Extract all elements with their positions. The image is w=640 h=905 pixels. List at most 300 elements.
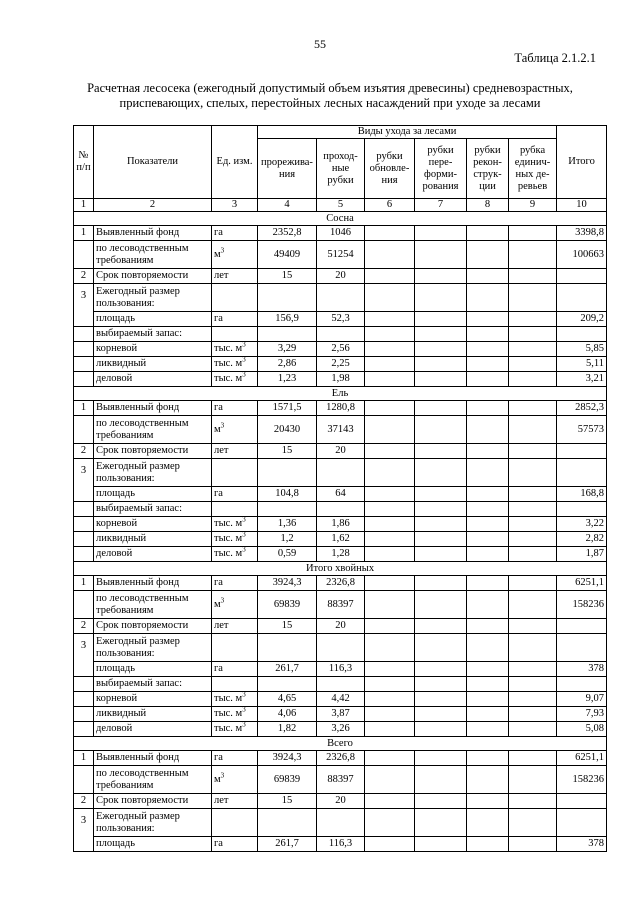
value-col-4: 69839 (258, 766, 317, 794)
column-numbers-row (74, 199, 607, 212)
value-col-9 (509, 751, 557, 766)
value-col-4: 69839 (258, 591, 317, 619)
value-col-5: 1280,8 (317, 401, 365, 416)
row-number (74, 327, 94, 342)
value-col-6 (365, 677, 415, 692)
value-col-8 (467, 809, 509, 837)
value-col-6 (365, 284, 415, 312)
row-unit (212, 241, 258, 269)
table-row (74, 547, 607, 562)
value-total: 209,2 (557, 312, 607, 327)
row-unit (212, 284, 258, 312)
value-col-9 (509, 692, 557, 707)
value-col-7 (415, 357, 467, 372)
value-col-8 (467, 837, 509, 852)
value-total (557, 634, 607, 662)
column-number: 5 (317, 199, 365, 212)
value-col-8 (467, 547, 509, 562)
table-row (74, 284, 607, 312)
value-col-4: 1,82 (258, 722, 317, 737)
value-col-6 (365, 837, 415, 852)
header-indicators: Показатели (94, 126, 212, 199)
value-total (557, 444, 607, 459)
row-number (74, 502, 94, 517)
row-label: ликвидный (94, 532, 212, 547)
value-total: 378 (557, 837, 607, 852)
value-col-5: 1,98 (317, 372, 365, 387)
row-number (74, 766, 94, 794)
row-label: по лесоводственным требованиям (94, 241, 212, 269)
value-col-8 (467, 357, 509, 372)
row-label: деловой (94, 722, 212, 737)
row-number: 1 (74, 751, 94, 766)
value-col-4: 1571,5 (258, 401, 317, 416)
value-col-6 (365, 722, 415, 737)
value-col-8 (467, 576, 509, 591)
page-number: 55 (314, 37, 326, 51)
value-col-5: 37143 (317, 416, 365, 444)
title-line-2: приспевающих, спелых, перестойных лесных насаждений при уходе за лесами (119, 96, 541, 110)
column-number: 7 (415, 199, 467, 212)
value-col-9 (509, 794, 557, 809)
table-row (74, 401, 607, 416)
row-label: площадь (94, 312, 212, 327)
value-col-5: 116,3 (317, 837, 365, 852)
value-col-9 (509, 444, 557, 459)
unit-superscript: 3 (242, 531, 246, 539)
table-row (74, 416, 607, 444)
header-total: Итого (557, 126, 607, 199)
unit-superscript: 3 (242, 691, 246, 699)
unit-superscript: 3 (242, 371, 246, 379)
value-col-5: 3,26 (317, 722, 365, 737)
value-col-7 (415, 809, 467, 837)
value-col-7 (415, 619, 467, 634)
value-col-5: 2326,8 (317, 576, 365, 591)
table-row (74, 241, 607, 269)
row-number (74, 677, 94, 692)
value-total: 3,21 (557, 372, 607, 387)
value-col-6 (365, 591, 415, 619)
value-col-4: 3924,3 (258, 751, 317, 766)
row-number (74, 547, 94, 562)
value-col-4: 2,86 (258, 357, 317, 372)
value-col-7 (415, 327, 467, 342)
row-label: по лесоводственным требованиям (94, 416, 212, 444)
row-unit (212, 327, 258, 342)
unit-superscript: 3 (242, 706, 246, 714)
value-col-6 (365, 576, 415, 591)
unit-superscript: 3 (220, 421, 225, 429)
section-row (74, 212, 607, 226)
unit-text: тыс. м (214, 708, 243, 719)
column-number: 4 (258, 199, 317, 212)
value-col-4 (258, 634, 317, 662)
unit-text: лет (214, 270, 229, 281)
table-row (74, 372, 607, 387)
value-col-7 (415, 634, 467, 662)
unit-superscript: 3 (220, 246, 225, 254)
value-col-8 (467, 459, 509, 487)
value-col-7 (415, 226, 467, 241)
row-number (74, 591, 94, 619)
value-col-8 (467, 284, 509, 312)
value-col-8 (467, 722, 509, 737)
value-col-6 (365, 502, 415, 517)
unit-text: тыс. м (214, 723, 243, 734)
row-label: ликвидный (94, 707, 212, 722)
unit-text: тыс. м (214, 693, 243, 704)
value-total: 168,8 (557, 487, 607, 502)
value-col-7 (415, 794, 467, 809)
row-label: Выявленный фонд (94, 226, 212, 241)
value-total: 6251,1 (557, 576, 607, 591)
value-col-8 (467, 487, 509, 502)
row-number: 3 (74, 459, 94, 502)
unit-text: тыс. м (214, 533, 243, 544)
unit-text: га (214, 663, 223, 674)
value-col-4: 2352,8 (258, 226, 317, 241)
row-label: площадь (94, 837, 212, 852)
table-row (74, 662, 607, 677)
value-total: 6251,1 (557, 751, 607, 766)
value-col-4: 3924,3 (258, 576, 317, 591)
column-number: 9 (509, 199, 557, 212)
value-col-7 (415, 677, 467, 692)
value-total (557, 269, 607, 284)
value-col-9 (509, 327, 557, 342)
value-col-6 (365, 766, 415, 794)
row-unit (212, 662, 258, 677)
row-number: 3 (74, 809, 94, 852)
value-col-7 (415, 459, 467, 487)
header-col-8: рубки рекон-струк-ции (467, 139, 509, 199)
value-col-6 (365, 692, 415, 707)
value-col-9 (509, 312, 557, 327)
table-row (74, 794, 607, 809)
unit-text: га (214, 402, 223, 413)
unit-text: лет (214, 795, 229, 806)
value-col-8 (467, 502, 509, 517)
value-col-8 (467, 416, 509, 444)
value-col-9 (509, 766, 557, 794)
table-row (74, 517, 607, 532)
value-col-6 (365, 662, 415, 677)
value-col-6 (365, 794, 415, 809)
value-total: 378 (557, 662, 607, 677)
header-num: № п/п (74, 126, 94, 199)
value-col-7 (415, 692, 467, 707)
unit-text: га (214, 227, 223, 238)
row-label: выбираемый запас: (94, 327, 212, 342)
value-col-5: 3,87 (317, 707, 365, 722)
table-row (74, 692, 607, 707)
row-unit (212, 576, 258, 591)
value-col-8 (467, 591, 509, 619)
row-number: 2 (74, 269, 94, 284)
value-col-4: 15 (258, 269, 317, 284)
unit-superscript: 3 (242, 341, 246, 349)
row-unit (212, 751, 258, 766)
value-col-6 (365, 327, 415, 342)
row-unit (212, 547, 258, 562)
row-label: площадь (94, 487, 212, 502)
table-body (74, 212, 607, 852)
value-col-6 (365, 342, 415, 357)
table-row (74, 502, 607, 517)
page-title (60, 81, 600, 111)
table-row (74, 707, 607, 722)
row-unit (212, 722, 258, 737)
row-number (74, 342, 94, 357)
value-col-5: 20 (317, 619, 365, 634)
value-col-7 (415, 591, 467, 619)
row-label: Ежегодный размер пользования: (94, 634, 212, 662)
value-col-8 (467, 662, 509, 677)
value-total: 2852,3 (557, 401, 607, 416)
value-col-4: 261,7 (258, 662, 317, 677)
value-col-5: 4,42 (317, 692, 365, 707)
value-col-5 (317, 634, 365, 662)
value-total (557, 794, 607, 809)
value-col-7 (415, 416, 467, 444)
forest-harvest-table (73, 125, 607, 852)
row-number (74, 416, 94, 444)
value-col-4: 104,8 (258, 487, 317, 502)
value-total: 158236 (557, 766, 607, 794)
value-col-5: 20 (317, 269, 365, 284)
table-row (74, 837, 607, 852)
value-col-7 (415, 751, 467, 766)
value-col-8 (467, 401, 509, 416)
row-unit (212, 357, 258, 372)
value-col-6 (365, 547, 415, 562)
value-col-8 (467, 766, 509, 794)
table-row (74, 722, 607, 737)
value-col-5: 20 (317, 794, 365, 809)
value-col-7 (415, 444, 467, 459)
value-col-6 (365, 619, 415, 634)
row-label: Выявленный фонд (94, 576, 212, 591)
value-col-5: 1,62 (317, 532, 365, 547)
unit-superscript: 3 (220, 596, 225, 604)
row-unit (212, 401, 258, 416)
column-number: 10 (557, 199, 607, 212)
value-col-4 (258, 809, 317, 837)
table-row (74, 269, 607, 284)
value-col-4: 1,36 (258, 517, 317, 532)
row-label: выбираемый запас: (94, 502, 212, 517)
section-title: Всего (74, 737, 607, 751)
value-col-6 (365, 487, 415, 502)
row-unit (212, 707, 258, 722)
unit-text: тыс. м (214, 548, 243, 559)
row-label: Ежегодный размер пользования: (94, 459, 212, 487)
table-row (74, 532, 607, 547)
value-col-5: 1,28 (317, 547, 365, 562)
table-row (74, 634, 607, 662)
value-col-8 (467, 517, 509, 532)
value-col-6 (365, 401, 415, 416)
value-col-4: 15 (258, 444, 317, 459)
value-col-8 (467, 312, 509, 327)
value-col-4: 156,9 (258, 312, 317, 327)
value-total (557, 809, 607, 837)
row-unit (212, 692, 258, 707)
section-title: Ель (74, 387, 607, 401)
section-title: Итого хвойных (74, 562, 607, 576)
value-col-4: 20430 (258, 416, 317, 444)
value-total: 57573 (557, 416, 607, 444)
row-unit (212, 226, 258, 241)
value-col-5 (317, 284, 365, 312)
row-label: Ежегодный размер пользования: (94, 809, 212, 837)
unit-text: м (214, 773, 221, 785)
value-col-6 (365, 809, 415, 837)
value-col-4: 15 (258, 619, 317, 634)
row-number (74, 532, 94, 547)
value-col-9 (509, 837, 557, 852)
row-label: корневой (94, 517, 212, 532)
row-label: деловой (94, 372, 212, 387)
value-col-6 (365, 416, 415, 444)
value-total: 3,22 (557, 517, 607, 532)
value-col-9 (509, 226, 557, 241)
value-col-5: 2,25 (317, 357, 365, 372)
row-unit (212, 677, 258, 692)
row-number (74, 357, 94, 372)
value-col-5 (317, 502, 365, 517)
unit-superscript: 3 (242, 356, 246, 364)
value-col-9 (509, 517, 557, 532)
value-col-7 (415, 372, 467, 387)
header-unit: Ед. изм. (212, 126, 258, 199)
row-label: Выявленный фонд (94, 751, 212, 766)
value-col-7 (415, 312, 467, 327)
value-col-4: 0,59 (258, 547, 317, 562)
row-label: корневой (94, 342, 212, 357)
unit-superscript: 3 (220, 771, 225, 779)
row-unit (212, 794, 258, 809)
unit-superscript: 3 (242, 516, 246, 524)
value-col-4: 4,65 (258, 692, 317, 707)
value-col-5 (317, 327, 365, 342)
section-row (74, 562, 607, 576)
column-number: 1 (74, 199, 94, 212)
value-col-7 (415, 662, 467, 677)
row-label: Срок повторяемости (94, 444, 212, 459)
unit-text: га (214, 577, 223, 588)
unit-text: м (214, 423, 221, 435)
value-col-9 (509, 532, 557, 547)
value-col-4: 1,23 (258, 372, 317, 387)
value-col-8 (467, 677, 509, 692)
value-col-9 (509, 269, 557, 284)
row-unit (212, 459, 258, 487)
value-col-5 (317, 809, 365, 837)
value-col-4 (258, 459, 317, 487)
row-label: выбираемый запас: (94, 677, 212, 692)
value-total: 158236 (557, 591, 607, 619)
row-unit (212, 766, 258, 794)
value-col-8 (467, 794, 509, 809)
value-col-7 (415, 502, 467, 517)
value-col-4 (258, 327, 317, 342)
value-col-5: 88397 (317, 591, 365, 619)
table-row (74, 459, 607, 487)
table-row (74, 357, 607, 372)
value-col-6 (365, 751, 415, 766)
table-row (74, 809, 607, 837)
value-col-7 (415, 766, 467, 794)
row-unit (212, 312, 258, 327)
unit-text: тыс. м (214, 373, 243, 384)
table-label: Таблица 2.1.2.1 (514, 51, 596, 65)
value-col-9 (509, 547, 557, 562)
value-col-5: 52,3 (317, 312, 365, 327)
value-col-5: 88397 (317, 766, 365, 794)
value-col-9 (509, 502, 557, 517)
value-col-6 (365, 241, 415, 269)
value-col-6 (365, 707, 415, 722)
value-col-6 (365, 226, 415, 241)
value-col-8 (467, 707, 509, 722)
value-col-9 (509, 591, 557, 619)
unit-text: га (214, 488, 223, 499)
column-number: 2 (94, 199, 212, 212)
value-col-9 (509, 416, 557, 444)
table-row (74, 591, 607, 619)
value-col-9 (509, 662, 557, 677)
table-row (74, 327, 607, 342)
value-col-8 (467, 619, 509, 634)
table-row (74, 619, 607, 634)
value-col-8 (467, 372, 509, 387)
value-col-5: 2,56 (317, 342, 365, 357)
value-col-7 (415, 517, 467, 532)
value-col-9 (509, 401, 557, 416)
row-label: по лесоводственным требованиям (94, 766, 212, 794)
row-label: площадь (94, 662, 212, 677)
value-total (557, 677, 607, 692)
row-number (74, 241, 94, 269)
row-number: 1 (74, 226, 94, 241)
unit-superscript: 3 (242, 721, 246, 729)
row-unit (212, 502, 258, 517)
unit-text: м (214, 598, 221, 610)
header-col-7: рубки пере-форми-рования (415, 139, 467, 199)
header-col-4: прорежива-ния (258, 139, 317, 199)
unit-text: лет (214, 445, 229, 456)
value-col-6 (365, 372, 415, 387)
value-col-7 (415, 707, 467, 722)
value-col-9 (509, 357, 557, 372)
row-unit (212, 444, 258, 459)
value-total: 3398,8 (557, 226, 607, 241)
row-unit (212, 619, 258, 634)
value-col-4: 15 (258, 794, 317, 809)
value-col-8 (467, 241, 509, 269)
value-col-9 (509, 619, 557, 634)
value-col-7 (415, 532, 467, 547)
value-col-8 (467, 532, 509, 547)
row-unit (212, 372, 258, 387)
row-number (74, 707, 94, 722)
table-row (74, 751, 607, 766)
value-col-7 (415, 269, 467, 284)
value-total: 5,11 (557, 357, 607, 372)
section-row (74, 737, 607, 751)
